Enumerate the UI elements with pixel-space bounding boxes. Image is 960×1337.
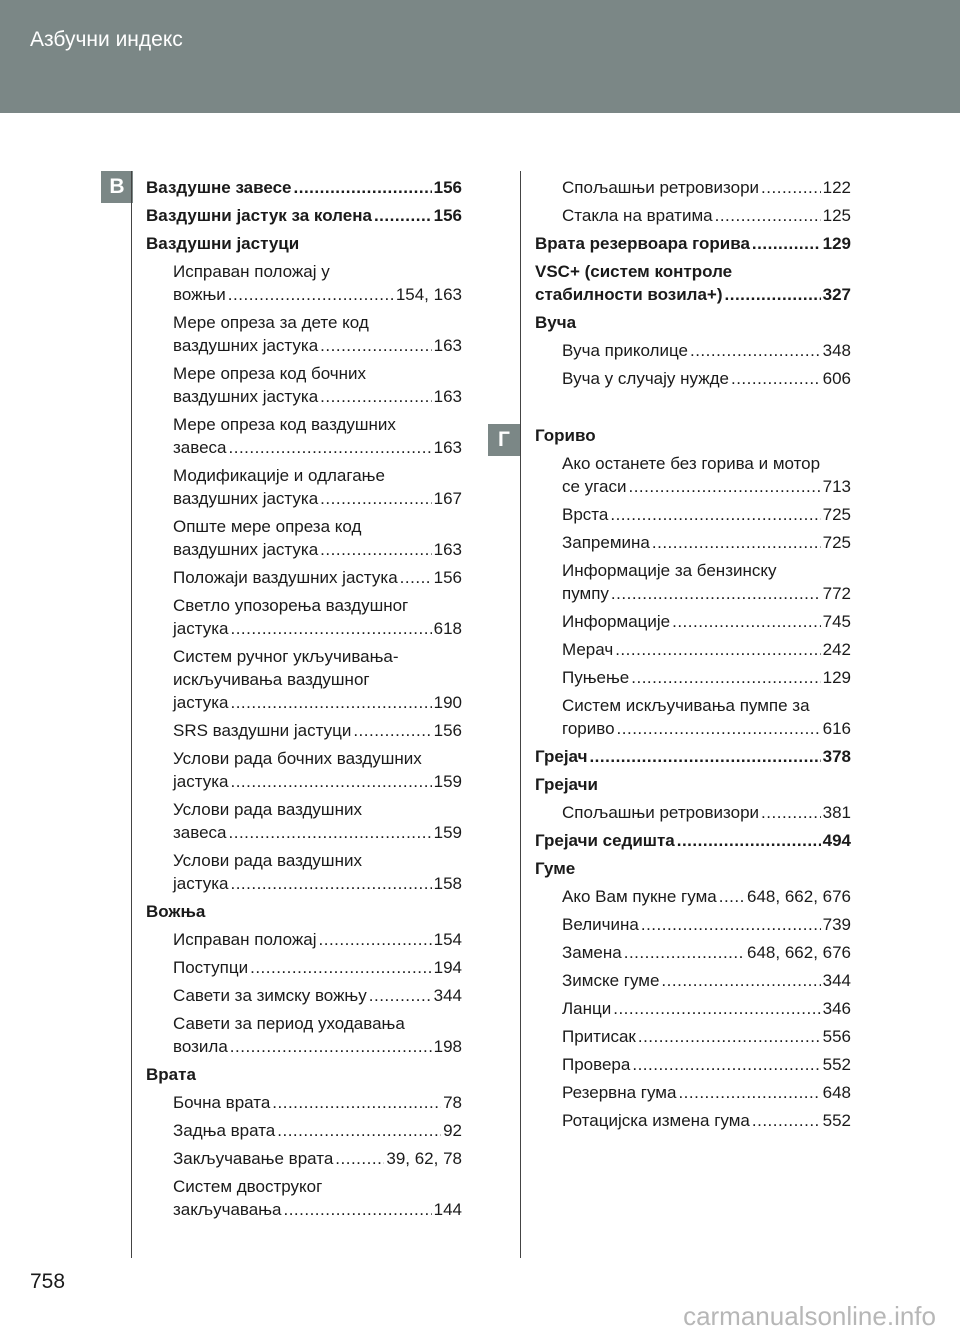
- left-column-rule: [131, 171, 132, 1258]
- index-subentry: завеса ..... 159: [173, 822, 462, 844]
- index-subentry: јастука ..... 158: [173, 873, 462, 895]
- letter-tab-g: Г: [488, 424, 520, 456]
- index-subentry: ваздушних јастука ..... 163: [173, 539, 462, 561]
- index-subentry: гориво ..... 616: [562, 718, 851, 740]
- index-heading: Врата: [146, 1065, 196, 1084]
- index-subentry: Спољашњи ретровизори ..... 122: [562, 177, 851, 199]
- index-subentry: Исправан положај ..... 154: [173, 929, 462, 951]
- index-subentry: Провера ..... 552: [562, 1054, 851, 1076]
- watermark: carmanualsonline.info: [683, 1301, 936, 1331]
- index-subentry: Притисак ..... 556: [562, 1026, 851, 1048]
- index-entry: стабилности возила+) ..... 327: [535, 284, 851, 306]
- index-subentry-line: Опште мере опреза код: [173, 517, 362, 536]
- index-subentry: пумпу ..... 772: [562, 583, 851, 605]
- section-title: Азбучни индекс: [30, 28, 183, 51]
- index-subentry: Ако Вам пукне гума ..... 648, 662, 676: [562, 886, 851, 908]
- index-entry: Грејачи седишта ..... 494: [535, 830, 851, 852]
- index-heading: Вожња: [146, 902, 206, 921]
- letter-tab-v: В: [101, 171, 133, 203]
- index-subentry: Ротацијска измена гума ..... 552: [562, 1110, 851, 1132]
- index-subentry: возила ..... 198: [173, 1036, 462, 1058]
- index-subentry: ваздушних јастука ..... 163: [173, 386, 462, 408]
- index-subentry-line: искључивања ваздушног: [173, 670, 370, 689]
- index-subentry: вожњи ..... 154, 163: [173, 284, 462, 306]
- index-subentry: закључавања ..... 144: [173, 1199, 462, 1221]
- index-heading: Грејачи: [535, 775, 598, 794]
- index-subentry-line: Услови рада ваздушних: [173, 800, 362, 819]
- index-subentry-line: Мере опреза код бочних: [173, 364, 367, 383]
- index-subentry: Вуча у случају нужде ..... 606: [562, 368, 851, 390]
- index-subentry-line: Исправан положај у: [173, 262, 330, 281]
- index-subentry: Ланци ..... 346: [562, 998, 851, 1020]
- index-subentry: јастука ..... 159: [173, 771, 462, 793]
- index-subentry: Спољашњи ретровизори ..... 381: [562, 802, 851, 824]
- index-subentry: ваздушних јастука ..... 163: [173, 335, 462, 357]
- index-subentry: Закључавање врата ..... 39, 62, 78: [173, 1148, 462, 1170]
- index-subentry: Резервна гума ..... 648: [562, 1082, 851, 1104]
- index-subentry: Задња врата ..... 92: [173, 1120, 462, 1142]
- index-entry: Ваздушни јастук за колена ..... 156: [146, 205, 462, 227]
- index-entry: Ваздушне завесе ..... 156: [146, 177, 462, 199]
- index-subentry-line: Систем искључивања пумпе за: [562, 696, 810, 715]
- index-subentry: Величина ..... 739: [562, 914, 851, 936]
- index-subentry: јастука ..... 618: [173, 618, 462, 640]
- index-subentry-line: Услови рада ваздушних: [173, 851, 362, 870]
- index-subentry-line: Информације за бензинску: [562, 561, 777, 580]
- index-subentry: Положаји ваздушних јастука ..... 156: [173, 567, 462, 589]
- index-subentry: Бочна врата ..... 78: [173, 1092, 462, 1114]
- index-subentry: Замена ..... 648, 662, 676: [562, 942, 851, 964]
- index-entry-line: VSC+ (систем контроле: [535, 262, 733, 281]
- index-subentry: Поступци ..... 194: [173, 957, 462, 979]
- index-subentry: SRS ваздушни јастуци ..... 156: [173, 720, 462, 742]
- index-subentry: Зимске гуме ..... 344: [562, 970, 851, 992]
- index-subentry: Вуча приколице ..... 348: [562, 340, 851, 362]
- index-subentry: се угаси ..... 713: [562, 476, 851, 498]
- index-subentry: Врста ..... 725: [562, 504, 851, 526]
- index-subentry-line: Систем ручног укључивања-: [173, 647, 399, 666]
- index-subentry: Информације ..... 745: [562, 611, 851, 633]
- index-subentry: Пуњење ..... 129: [562, 667, 851, 689]
- index-subentry: Стакла на вратима ..... 125: [562, 205, 851, 227]
- index-subentry-line: Мере опреза за дете код: [173, 313, 369, 332]
- index-heading: Вуча: [535, 313, 577, 332]
- index-subentry-line: Светло упозорења ваздушног: [173, 596, 409, 615]
- index-heading: Гориво: [535, 426, 596, 445]
- index-subentry: завеса ..... 163: [173, 437, 462, 459]
- index-entry: Грејач ..... 378: [535, 746, 851, 768]
- index-subentry-line: Савети за период уходавања: [173, 1014, 405, 1033]
- right-column-rule: [520, 171, 521, 1258]
- index-entry: Врата резервоара горива ..... 129: [535, 233, 851, 255]
- index-subentry-line: Мере опреза код ваздушних: [173, 415, 396, 434]
- index-subentry: ваздушних јастука ..... 167: [173, 488, 462, 510]
- index-subentry: јастука ..... 190: [173, 692, 462, 714]
- index-subentry-line: Систем двоструког: [173, 1177, 323, 1196]
- index-subentry-line: Модификације и одлагање: [173, 466, 385, 485]
- index-subentry: Мерач ..... 242: [562, 639, 851, 661]
- page-header: [0, 0, 960, 113]
- index-heading: Ваздушни јастуци: [146, 234, 300, 253]
- index-subentry-line: Ако останете без горива и мотор: [562, 454, 821, 473]
- index-subentry-line: Услови рада бочних ваздушних: [173, 749, 422, 768]
- page-number: 758: [30, 1270, 66, 1293]
- index-subentry: Запремина ..... 725: [562, 532, 851, 554]
- index-heading: Гуме: [535, 859, 576, 878]
- index-subentry: Савети за зимску вожњу ..... 344: [173, 985, 462, 1007]
